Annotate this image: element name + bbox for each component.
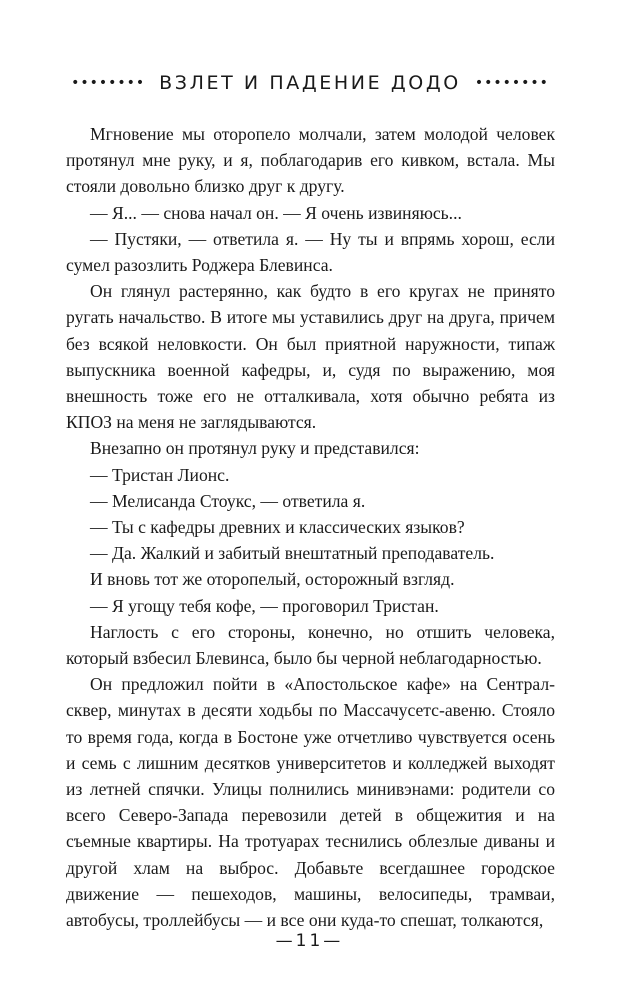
paragraph: Он предложил пойти в «Апостольское кафе» на Сентрал-сквер, минутах в десяти ходьбы по Массачусетс-авеню. Стояло то время года, когда в Бостоне уже отчетливо чувствуется осень и семь с лишним десятков университетов и колледжей выходят из летней спячки. Улицы полнились минивэнами: родители со всего Северо-Запада перевозили детей в общежития и на съемные квартиры. На тротуарах теснились облезлые диваны и другой хлам на выброс. Добавьте всегдашнее городское движение — пешеходов, машины, велосипеды, трамваи, автобусы, троллейбусы — и все они куда-то спешат, толкаются,	[66, 674, 555, 931]
right-ornament: ••••••••	[474, 75, 549, 91]
paragraph: — Мелисанда Стоукс, — ответила я.	[90, 490, 366, 511]
running-head	[60, 72, 560, 94]
page-number: —11—	[275, 931, 344, 951]
paragraph: Он глянул растерянно, как будто в его кругах не принято ругать начальство. В итоге мы уставились друг на друга, причем без всякой неловкости. Он был приятной наружности, типаж выпускника военной кафедры, и, судя по выражению, моя внешность тоже его не отталкивала, хотя обычно ребята из КПОЗ на меня не заглядываются.	[66, 281, 555, 433]
paragraph: Внезапно он протянул руку и представился:	[90, 438, 420, 459]
paragraph: — Ты с кафедры древних и классических языков?	[90, 517, 465, 538]
paragraph: Мгновение мы оторопело молчали, затем молодой человек протянул мне руку, и я, поблагодарив его кивком, встала. Мы стояли довольно близко друг к другу.	[66, 124, 555, 197]
paragraph: — Я угощу тебя кофе, — проговорил Тристан.	[90, 595, 439, 616]
paragraph: Наглость с его стороны, конечно, но отшить человека, который взбесил Блевинса, было бы черной неблагодарностью.	[66, 621, 555, 669]
paragraph: — Да. Жалкий и забитый внештатный преподаватель.	[90, 543, 495, 564]
paragraph: — Пустяки, — ответила я. — Ну ты и впрямь хорош, если сумел разозлить Роджера Блевинса.	[66, 228, 555, 276]
paragraph: — Я... — снова начал он. — Я очень извиняюсь...	[90, 202, 462, 223]
body-text	[66, 121, 555, 933]
chapter-title: ВЗЛЕТ И ПАДЕНИЕ ДОДО	[159, 72, 461, 94]
paragraph: И вновь тот же оторопелый, осторожный взгляд.	[90, 569, 455, 590]
left-ornament: ••••••••	[71, 75, 146, 91]
paragraph: — Тристан Лионс.	[90, 464, 230, 485]
